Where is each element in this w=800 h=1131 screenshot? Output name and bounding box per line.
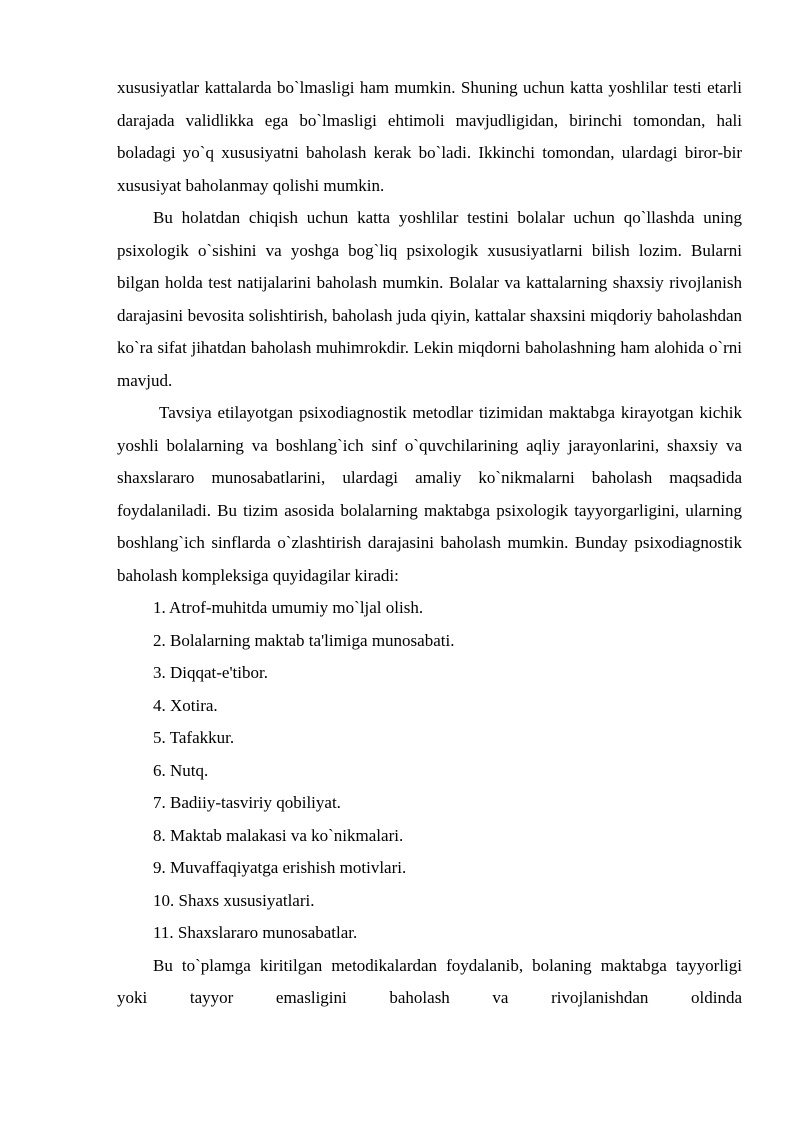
paragraph-1: xususiyatlar kattalarda bo`lmasligi ham mumkin. Shuning uchun katta yoshlilar testi etarli darajada validlikka ega bo`lmasligi ehtimoli mavjudligidan, birinchi tomondan, hali boladagi yo`q xususiyatni baholash kerak bo`ladi. Ikkinchi tomondan, ulardagi biror-bir xususiyat baholanmay qolishi mumkin. [117,78,742,195]
list-item: 10. Shaxs xususiyatlari. [153,890,315,910]
list-item: 2. Bolalarning maktab ta'limiga munosabati. [153,630,455,650]
paragraph-3: Tavsiya etilayotgan psixodiagnostik metodlar tizimidan maktabga kirayotgan kichik yoshli bolalarning va boshlang`ich sinf o`quvchilarining aqliy jarayonlarini, shaxsiy va shaxslararo munosabatlarini, ulardagi amaliy ko`nikmalarni baholash maqsadida foydalaniladi. Bu tizim asosida bolalarning maktabga psixologik tayyorgarligini, ularning boshlang`ich sinflarda o`zlashtirish darajasini baholash mumkin. Bunday psixodiagnostik baholash kompleksiga quyidagilar kiradi: [117,403,742,585]
list-item: 5. Tafakkur. [153,728,235,747]
list-item: 7. Badiiy-tasviriy qobiliyat. [153,793,341,812]
assessment-list [117,592,742,950]
list-item: 9. Muvaffaqiyatga erishish motivlari. [153,858,407,877]
list-item: 1. Atrof-muhitda umumiy mo`ljal olish. [153,598,424,617]
paragraph-4: Bu to`plamga kiritilgan metodikalardan foydalanib, bolaning maktabga tayyorligi yoki tayyor emasligini baholash va rivojlanishdan oldinda [117,955,742,1007]
list-item: 4. Xotira. [153,695,218,715]
list-item: 8. Maktab malakasi va ko`nikmalari. [153,825,404,845]
paragraph-2: Bu holatdan chiqish uchun katta yoshlilar testini bolalar uchun qo`llashda uning psixologik o`sishini va yoshga bog`liq psixologik xususiyatlarni bilish lozim. Bularni bilgan holda test natijalarini baholash mumkin. Bolalar va kattalarning shaxsiy rivojlanish darajasini bevosita solishtirish, baholash juda qiyin, kattalar shaxsini miqdoriy baholashdan ko`ra sifat jihatdan baholash muhimrokdir. Lekin miqdorni baholashning ham alohida o`rni mavjud. [117,208,742,390]
document-page [117,72,742,1015]
list-item: 11. Shaxslararo munosabatlar. [153,923,358,942]
list-item: 3. Diqqat-e'tibor. [153,663,268,682]
list-item: 6. Nutq. [153,760,209,780]
